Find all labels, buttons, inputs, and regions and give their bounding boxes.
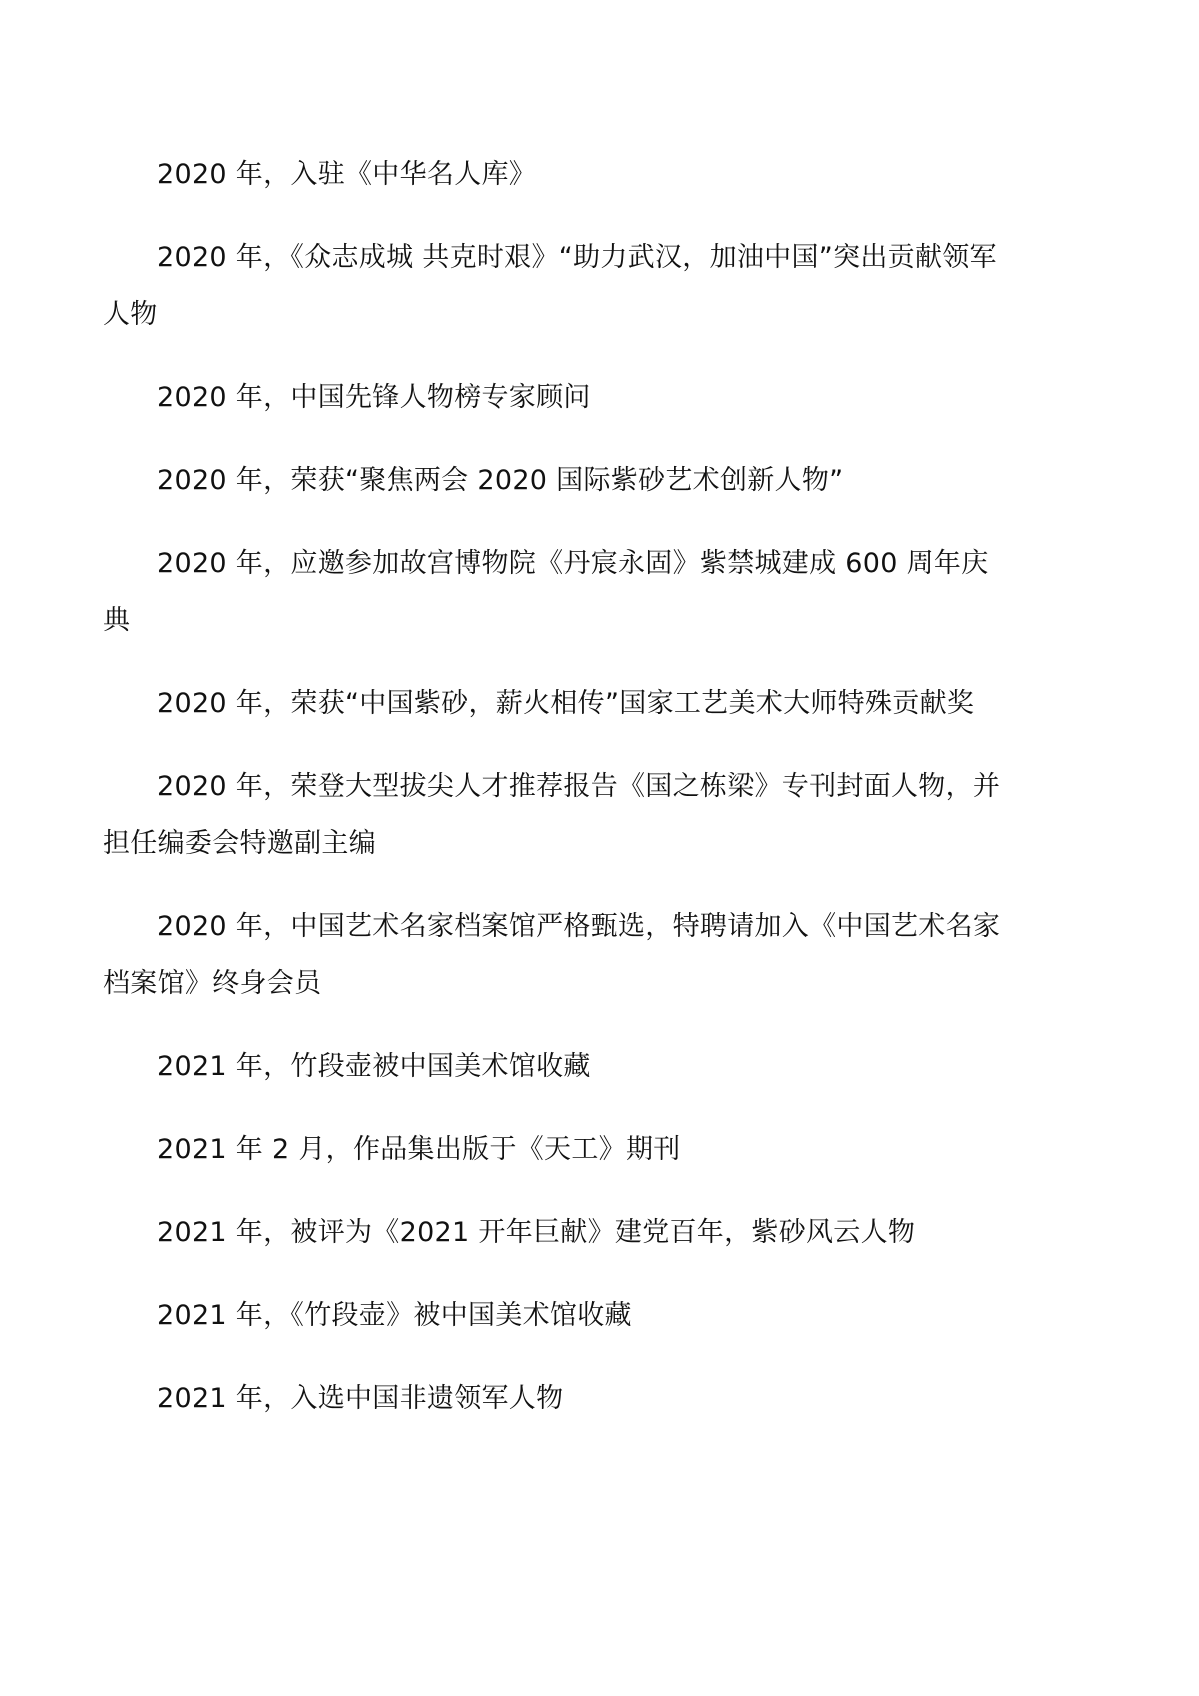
list-item: 2021 年，入选中国非遗领军人物	[157, 1383, 564, 1414]
list-item: 2021 年，《竹段壶》被中国美术馆收藏	[157, 1300, 632, 1331]
list-item: 2020 年，荣获“中国紫砂，薪火相传”国家工艺美术大师特殊贡献奖	[157, 688, 975, 719]
list-item: 2021 年，竹段壶被中国美术馆收藏	[157, 1051, 591, 1082]
list-item: 2020 年，荣登大型拔尖人才推荐报告《国之栋梁》专刊封面人物，并担任编委会特邀副主编	[103, 771, 1001, 859]
list-item: 2021 年，被评为《2021 开年巨献》建党百年，紫砂风云人物	[157, 1217, 916, 1248]
list-item: 2020 年，《众志成城 共克时艰》“助力武汉，加油中国”突出贡献领军人物	[103, 242, 997, 330]
list-item: 2020 年，应邀参加故宫博物院《丹宸永固》紫禁城建成 600 周年庆典	[103, 548, 989, 636]
list-item: 2020 年，中国先锋人物榜专家顾问	[157, 382, 591, 413]
list-item: 2020 年，荣获“聚焦两会 2020 国际紫砂艺术创新人物”	[157, 465, 844, 496]
list-item: 2020 年，入驻《中华名人库》	[157, 159, 537, 190]
list-item: 2020 年，中国艺术名家档案馆严格甄选，特聘请加入《中国艺术名家档案馆》终身会员	[103, 911, 1001, 999]
list-item: 2021 年 2 月，作品集出版于《天工》期刊	[157, 1134, 681, 1165]
achievement-list	[103, 146, 1013, 1453]
